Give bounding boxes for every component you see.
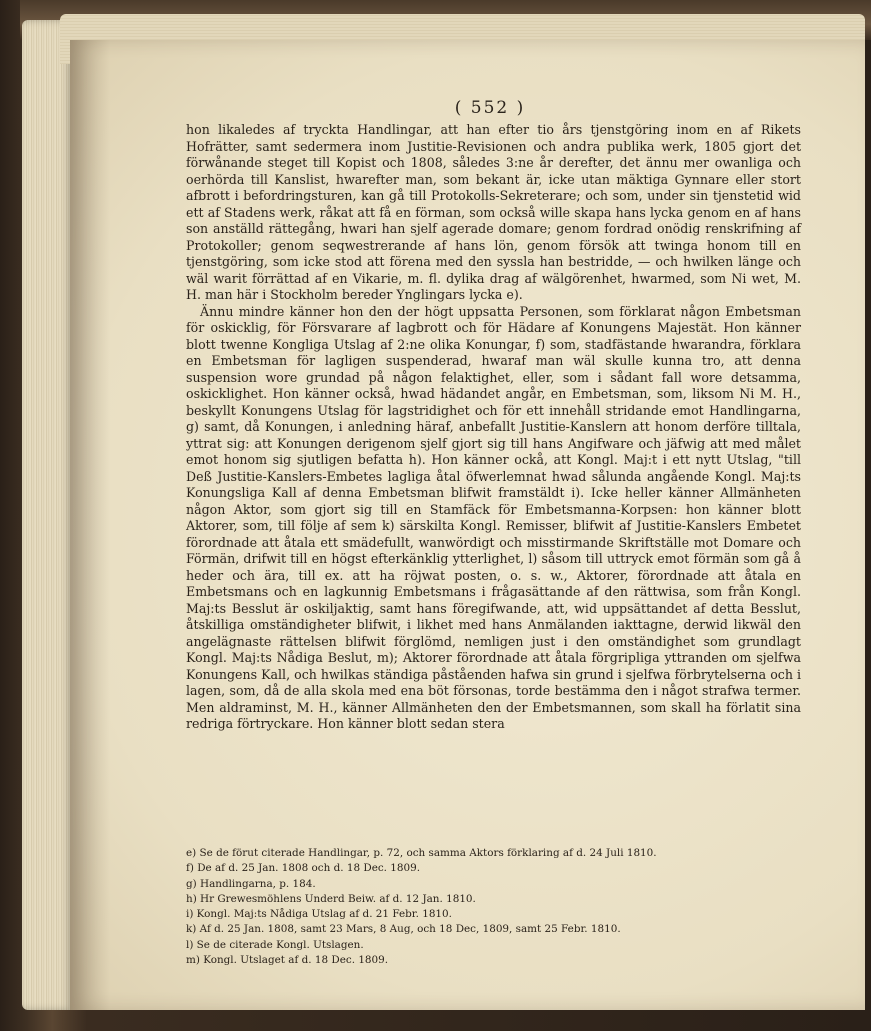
footnote: f) De af d. 25 Jan. 1808 och d. 18 Dec. 1809. [186, 862, 421, 875]
footnote: l) Se de citerade Kongl. Utslagen. [186, 938, 364, 951]
footnote: i) Kongl. Maj:ts Nådiga Utslag af d. 21 Febr. 1810. [186, 908, 452, 921]
footnote: m) Kongl. Utslaget af d. 18 Dec. 1809. [186, 954, 389, 967]
footnote: g) Handlingarna, p. 184. [186, 877, 316, 890]
footnote: e) Se de förut citerade Handlingar, p. 72, och samma Aktors förklaring af d. 24 Juli 1810. [186, 847, 657, 859]
paragraph: Ännu mindre känner hon den der högt uppsatta Personen, som förklarat någon Embetsman för oskicklig, för Försvarare af lagbrott och för Hädare af Konungens Majestät. Hon känner blott twenne Kongliga Utslag af 2:ne olika Konungar, f) som, stadfästande hwarandra, förklara en Embetsman för lagligen suspenderad, hwaraf man wäl skulle kunna tro, att denna suspension wore grundad på någon felaktighet, eller, som i sådant fall wore detsamma, oskicklighet. Hon känner också, hwad hädandet angår, en Embetsman, som, liksom Ni M. H., beskyllt Konungens Utslag för lagstridighet och för ett innehåll stridande emot Handlingarna, g) samt, då Konungen, i anledning häraf, anbefallt Justitie-Kanslern att honom derföre tilltala, yttrat sig: att Konungen derigenom sjelf gjort sig till hans Angifware och jäfwig att med målet emot honom sig sjutligen befatta h). Hon känner ockå, att Kongl. Maj:t i ett nytt Utslag, "till Deß Justitie-Kanslers-Embetes lagliga åtal öfwerlemnat hwad sålunda angående Kongl. Maj:ts Konungsliga Kall af denna Embetsman blifwit framstäldt i). Icke heller känner Allmänheten någon Aktor, som gjort sig till en Stamfäck för Embetsmanna-Korpsen: hon känner blott Aktorer, som, till följe af sem k) särskilta Kongl. Remisser, blifwit af Justitie-Kanslers Embetet förordnade att åtala ett smädefullt, wanwördigt och misstirmande Skriftställe mot Domare och Förmän, drifwit till en högst efterkänklig ytterlighet, l) såsom till uttryck emot förmän som gå å heder och ära, till ex. att ha röjwat posten, o. s. w., Aktorer, förordnade att åtala en Embetsmans och en lagkunnig Embetsmans i frågasättande af den rättwisa, som från Kongl. Maj:ts Besslut är oskiljaktig, samt hans föregifwande, att, wid uppsättandet af detta Besslut, åtskilliga omständigheter blifwit, i likhet med hans Anmälanden iakttagne, derwid likwäl den angelägnaste rättelsen blifwit förglömd, nemligen just i den omständighet som grundlagt Kongl. Maj:ts Nådiga Beslut, m); Aktorer förordnade att åtala förgripliga yttranden om sjelfwa Konungens Kall, och hwilkas ständiga påståenden hafwa sin grund i sjelfwa förbrytelserna och i lagen, som, då de alla skola med ena böt försonas, torde bestämma den i något strafwa termer. Men aldraminst, M. H., känner Allmänheten den der Embetsmannen, som skall ha förlatit sina redriga förtryckare. Hon känner blott sedan stera [186, 303, 801, 731]
page-number: ( 552 ) [454, 98, 526, 118]
footnote: h) Hr Grewesmöhlens Underd Beiw. af d. 12 Jan. 1810. [186, 892, 476, 905]
footnotes [186, 846, 796, 968]
gutter-shadow [70, 40, 110, 1010]
page-stack-left-edge [22, 20, 72, 1010]
main-text [186, 122, 801, 733]
paragraph: hon likaledes af tryckta Handlingar, att han efter tio års tjenstgöring inom en af Rikets Hofrätter, samt sedermera inom Justitie-Revisionen och andra publika werk, 1805 gjort det förwånande steget till Kopist och 1808, således 3:ne år derefter, det ännu mer owanliga och oerhörda till Kanslist, hwarefter man, som bekant är, icke utan mäktiga Gynnare eller stort afbrott i befordringsturen, kan gå till Protokolls-Sekreterare; och som, under sin tjenstetid wid ett af Stadens werk, råkat att få en förman, som också wille skapa hans lycka genom en af hans son anställd rättegång, hwari han sjelf agerade domare; genom fordrad onödig renskrifning af Protokoller; genom seqwestrerande af hans lön, genom försök att twinga honom till en tjenstgöring, som icke stod att förena med den syssla han bestridde, — och hwilken länge och wäl warit förrättad af en Vikarie, m. fl. dylika drag af wälgörenhet, hwarmed, som Ni wet, M. H. man här i Stockholm bereder Ynglingars lycka e). [186, 122, 801, 302]
footnote: k) Af d. 25 Jan. 1808, samt 23 Mars, 8 Aug, och 18 Dec, 1809, samt 25 Febr. 1810. [186, 923, 621, 936]
